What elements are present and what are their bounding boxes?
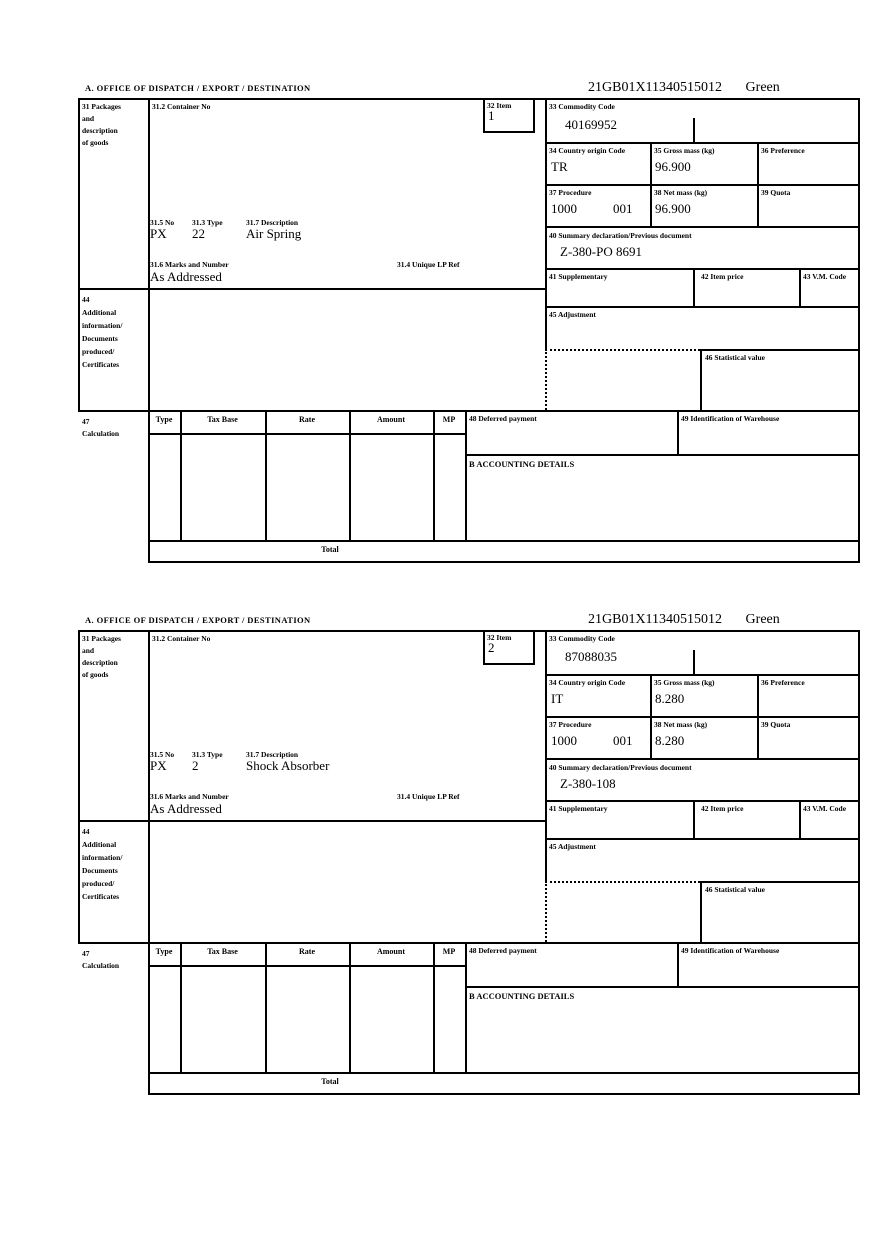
box44-label-line: Certificates	[82, 892, 120, 901]
line-box33-inner-divider	[693, 118, 695, 142]
calc-header-rate: Rate	[299, 947, 315, 956]
adjustment-label: 45 Adjustment	[549, 842, 596, 851]
line-center-divider	[545, 98, 547, 349]
box44-label-line: Additional	[82, 308, 117, 317]
line-box46-left	[700, 881, 702, 942]
line-calc-col1	[180, 410, 182, 540]
line-calc-col4	[433, 410, 435, 540]
container-no-label: 31.2 Container No	[152, 634, 211, 643]
office-of-dispatch-header: A. OFFICE OF DISPATCH / EXPORT / DESTINATION	[85, 615, 311, 625]
preference-label: 36 Preference	[761, 678, 805, 687]
line-box37-row-bottom	[545, 758, 860, 760]
line-box34-row-bottom	[545, 716, 860, 718]
box44-label-line: produced/	[82, 347, 115, 356]
country-origin-value: IT	[551, 691, 564, 706]
net-mass-value: 8.280	[655, 733, 685, 748]
office-of-dispatch-header: A. OFFICE OF DISPATCH / EXPORT / DESTINATION	[85, 83, 311, 93]
supplementary-label: 41 Supplementary	[549, 804, 608, 813]
line-box46-top	[700, 881, 860, 883]
line-box33-bottom	[545, 142, 860, 144]
goods-description-value: Shock Absorber	[246, 758, 330, 773]
deferred-payment-label: 48 Deferred payment	[469, 946, 537, 955]
line-item-box-bottom	[483, 663, 535, 665]
line-label-column-right	[148, 98, 150, 563]
vm-code-label: 43 V.M. Code	[803, 804, 847, 813]
net-mass-label: 38 Net mass (kg)	[654, 188, 708, 197]
line-box40-bottom	[545, 268, 860, 270]
line-calc-header-bottom	[148, 433, 465, 435]
line-col35-36	[757, 674, 759, 758]
item-box-label: 32 Item	[487, 101, 512, 110]
summary-declaration-value: Z-380-108	[560, 776, 616, 791]
commodity-code-value: 40169952	[565, 117, 617, 132]
box47-label-line: Calculation	[82, 429, 120, 438]
procedure-label: 37 Procedure	[549, 188, 592, 197]
adjustment-label: 45 Adjustment	[549, 310, 596, 319]
gross-mass-label: 35 Gross mass (kg)	[654, 146, 715, 155]
description-label: 31.7 Description	[246, 218, 299, 227]
line-calc-header-bottom	[148, 965, 465, 967]
routing-status: Green	[745, 80, 780, 95]
line-total-row-top	[148, 1072, 860, 1074]
marks-and-number-label: 31.6 Marks and Number	[150, 792, 229, 801]
item-number-value: 1	[488, 108, 495, 123]
line-item-box-bottom	[483, 131, 535, 133]
package-no-label: 31.5 No	[150, 218, 175, 227]
calc-header-tax-base: Tax Base	[207, 947, 238, 956]
net-mass-label: 38 Net mass (kg)	[654, 720, 708, 729]
calc-header-type: Type	[155, 415, 173, 424]
quota-label: 39 Quota	[761, 720, 791, 729]
line-box47-top	[78, 410, 860, 412]
line-box45-bottom-dotted	[545, 881, 700, 883]
line-table-top	[78, 98, 860, 100]
line-center-divider	[545, 630, 547, 881]
box31-label-line: 31 Packages	[82, 102, 121, 111]
calc-header-amount: Amount	[376, 947, 405, 956]
line-calc-col4	[433, 942, 435, 1072]
line-calc-col3	[349, 942, 351, 1072]
line-box33-bottom	[545, 674, 860, 676]
vm-code-label: 43 V.M. Code	[803, 272, 847, 281]
box44-label-line: information/	[82, 321, 123, 330]
declaration-reference	[588, 80, 780, 96]
package-type-label: 31.3 Type	[192, 750, 223, 759]
box31-label-line: of goods	[82, 670, 109, 679]
marks-and-number-value: As Addressed	[150, 269, 222, 284]
box47-label-line: 47	[82, 949, 90, 958]
box31-label-line: description	[82, 658, 118, 667]
mrn-number: 21GB01X11340515012	[588, 612, 723, 627]
line-col42-43	[799, 800, 801, 838]
line-box33-inner-divider	[693, 650, 695, 674]
line-table-bottom	[148, 1093, 860, 1095]
sad-continuation-form-2	[0, 612, 882, 1144]
line-label-column-right	[148, 630, 150, 1095]
box44-label-line: 44	[82, 827, 90, 836]
line-col41-42	[693, 800, 695, 838]
item-box-label: 32 Item	[487, 633, 512, 642]
supplementary-label: 41 Supplementary	[549, 272, 608, 281]
commodity-code-label: 33 Commodity Code	[549, 634, 615, 643]
calc-total-label: Total	[321, 545, 339, 554]
line-box48-row-bottom	[465, 986, 860, 988]
container-no-label: 31.2 Container No	[152, 102, 211, 111]
box31-label	[82, 633, 121, 681]
line-calc-col1	[180, 942, 182, 1072]
declaration-reference	[588, 612, 780, 628]
line-item-box-left	[483, 630, 485, 663]
summary-declaration-label: 40 Summary declaration/Previous document	[549, 763, 692, 772]
marks-and-number-value: As Addressed	[150, 801, 222, 816]
box44-label-line: produced/	[82, 879, 115, 888]
line-box47-top	[78, 942, 860, 944]
calc-total-label: Total	[321, 1077, 339, 1086]
line-calc-right	[465, 410, 467, 540]
procedure-value: 1000	[551, 733, 577, 748]
line-col48-49	[677, 942, 679, 986]
line-col34-35	[650, 674, 652, 758]
line-item-box-right	[533, 98, 535, 131]
line-calc-col2	[265, 942, 267, 1072]
line-box40-bottom	[545, 800, 860, 802]
box44-label-line: Documents	[82, 334, 118, 343]
box44-label	[82, 825, 122, 903]
package-type-value: 2	[192, 758, 199, 773]
calc-header-type: Type	[155, 947, 173, 956]
warehouse-id-label: 49 Identification of Warehouse	[681, 414, 780, 423]
box47-label-line: 47	[82, 417, 90, 426]
line-col34-35	[650, 142, 652, 226]
package-type-value: 22	[192, 226, 205, 241]
calc-header-mp: MP	[442, 947, 456, 956]
commodity-code-value: 87088035	[565, 649, 617, 664]
line-calc-col2	[265, 410, 267, 540]
package-no-value: PX	[150, 758, 167, 773]
box31-label-line: of goods	[82, 138, 109, 147]
description-label: 31.7 Description	[246, 750, 299, 759]
box44-label-line: Documents	[82, 866, 118, 875]
box47-label-line: Calculation	[82, 961, 120, 970]
line-table-bottom	[148, 561, 860, 563]
summary-declaration-value: Z-380-PO 8691	[560, 244, 642, 259]
line-table-left	[78, 630, 80, 942]
commodity-code-label: 33 Commodity Code	[549, 102, 615, 111]
box44-label-line: 44	[82, 295, 90, 304]
line-box46-left	[700, 349, 702, 410]
unique-lp-ref-label: 31.4 Unique LP Ref	[397, 792, 460, 801]
line-box34-row-bottom	[545, 184, 860, 186]
package-no-label: 31.5 No	[150, 750, 175, 759]
line-col42-43	[799, 268, 801, 306]
gross-mass-value: 8.280	[655, 691, 685, 706]
line-item-box-right	[533, 630, 535, 663]
line-box48-row-bottom	[465, 454, 860, 456]
line-center-divider-dotted	[545, 349, 547, 410]
calc-header-amount: Amount	[376, 415, 405, 424]
gross-mass-label: 35 Gross mass (kg)	[654, 678, 715, 687]
box31-label-line: and	[82, 114, 95, 123]
routing-status: Green	[745, 612, 780, 627]
line-box37-row-bottom	[545, 226, 860, 228]
calc-header-tax-base: Tax Base	[207, 415, 238, 424]
unique-lp-ref-label: 31.4 Unique LP Ref	[397, 260, 460, 269]
country-origin-label: 34 Country origin Code	[549, 146, 626, 155]
line-col35-36	[757, 142, 759, 226]
line-box41-row-bottom	[545, 838, 860, 840]
item-price-label: 42 Item price	[701, 804, 744, 813]
line-col48-49	[677, 410, 679, 454]
box31-label-line: and	[82, 646, 95, 655]
goods-description-value: Air Spring	[246, 226, 302, 241]
line-center-divider-dotted	[545, 881, 547, 942]
line-table-right	[858, 98, 860, 563]
statistical-value-label: 46 Statistical value	[705, 353, 765, 362]
procedure-value-2: 001	[613, 201, 633, 216]
gross-mass-value: 96.900	[655, 159, 691, 174]
line-col41-42	[693, 268, 695, 306]
line-box41-row-bottom	[545, 306, 860, 308]
line-box45-bottom-dotted	[545, 349, 700, 351]
package-no-value: PX	[150, 226, 167, 241]
box47-label	[82, 948, 119, 972]
line-table-top	[78, 630, 860, 632]
mrn-number: 21GB01X11340515012	[588, 80, 723, 95]
procedure-value: 1000	[551, 201, 577, 216]
quota-label: 39 Quota	[761, 188, 791, 197]
box44-label-line: Additional	[82, 840, 117, 849]
country-origin-label: 34 Country origin Code	[549, 678, 626, 687]
item-price-label: 42 Item price	[701, 272, 744, 281]
item-number-value: 2	[488, 640, 495, 655]
procedure-value-2: 001	[613, 733, 633, 748]
line-total-row-top	[148, 540, 860, 542]
net-mass-value: 96.900	[655, 201, 691, 216]
line-table-right	[858, 630, 860, 1095]
package-type-label: 31.3 Type	[192, 218, 223, 227]
calc-header-rate: Rate	[299, 415, 315, 424]
box31-label-line: 31 Packages	[82, 634, 121, 643]
box44-label	[82, 293, 122, 371]
box31-label-line: description	[82, 126, 118, 135]
country-origin-value: TR	[551, 159, 568, 174]
marks-and-number-label: 31.6 Marks and Number	[150, 260, 229, 269]
sad-continuation-form-1	[0, 80, 882, 612]
line-box46-top	[700, 349, 860, 351]
box47-label	[82, 416, 119, 440]
deferred-payment-label: 48 Deferred payment	[469, 414, 537, 423]
summary-declaration-label: 40 Summary declaration/Previous document	[549, 231, 692, 240]
warehouse-id-label: 49 Identification of Warehouse	[681, 946, 780, 955]
line-table-left	[78, 98, 80, 410]
preference-label: 36 Preference	[761, 146, 805, 155]
calc-header-mp: MP	[442, 415, 456, 424]
accounting-details-label: B ACCOUNTING DETAILS	[469, 991, 575, 1001]
procedure-label: 37 Procedure	[549, 720, 592, 729]
accounting-details-label: B ACCOUNTING DETAILS	[469, 459, 575, 469]
box31-label	[82, 101, 121, 149]
statistical-value-label: 46 Statistical value	[705, 885, 765, 894]
box44-label-line: Certificates	[82, 360, 120, 369]
line-item-box-left	[483, 98, 485, 131]
line-calc-col3	[349, 410, 351, 540]
line-calc-right	[465, 942, 467, 1072]
box44-label-line: information/	[82, 853, 123, 862]
